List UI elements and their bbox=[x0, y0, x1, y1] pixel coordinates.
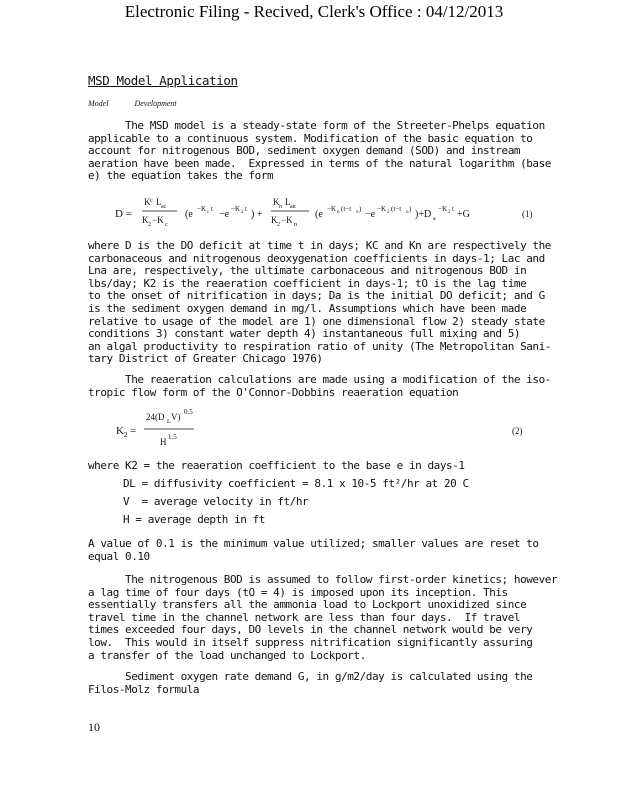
svg-text:c: c bbox=[207, 210, 210, 215]
svg-text:2: 2 bbox=[241, 210, 244, 215]
svg-text:−e: −e bbox=[219, 209, 230, 220]
section-title: MSD Model Application bbox=[88, 73, 238, 88]
paragraph-nitrogenous: The nitrogenous BOD is assumed to follow first-order kinetics; however a lag time of four days (tO = 4) is imposed upon its inception. This essentially transfers all the ammonia load to Lockport unoxidized since travel time in the channel network are less than four days. If travel times exceeded four days, DO levels in the channel network would be very low. This would in itself suppress nitrification significantly assuring a transfer of the load unchanged to Lockport. bbox=[88, 573, 558, 662]
svg-text:t: t bbox=[211, 205, 213, 213]
svg-text:K: K bbox=[271, 215, 278, 225]
svg-text:): ) bbox=[359, 205, 362, 213]
svg-text:n: n bbox=[337, 210, 340, 215]
svg-text:L: L bbox=[156, 197, 162, 207]
svg-text:=: = bbox=[130, 425, 137, 437]
svg-text:24(D: 24(D bbox=[146, 412, 165, 422]
svg-text:(t−t: (t−t bbox=[341, 205, 352, 213]
svg-text:−K: −K bbox=[438, 205, 448, 213]
svg-text:t: t bbox=[245, 205, 247, 213]
svg-text:o: o bbox=[406, 210, 409, 215]
svg-text:)+D: )+D bbox=[415, 209, 432, 220]
paragraph-reaeration: The reaeration calculations are made using a modification of the iso- tropic flow form of the O'Connor-Dobbins reaeration equation bbox=[88, 373, 551, 399]
subheading-left: Model bbox=[88, 99, 109, 108]
svg-text:(t−t: (t−t bbox=[391, 205, 402, 213]
svg-text:H: H bbox=[160, 437, 167, 447]
svg-text:1.5: 1.5 bbox=[168, 433, 177, 441]
svg-text:n: n bbox=[279, 204, 282, 210]
paragraph-where-k2: where K2 = the reaeration coefficient to the base e in days-1 bbox=[88, 459, 465, 472]
svg-text:t: t bbox=[452, 205, 454, 213]
svg-text:−K: −K bbox=[231, 205, 241, 213]
svg-text:) +: ) + bbox=[251, 209, 263, 220]
svg-text:K: K bbox=[142, 215, 149, 225]
svg-text:K: K bbox=[273, 197, 280, 207]
svg-text:0.5: 0.5 bbox=[184, 408, 193, 416]
svg-text:V): V) bbox=[171, 412, 181, 422]
svg-text:L: L bbox=[285, 197, 291, 207]
paragraph-intro: The MSD model is a steady-state form of the Streeter-Phelps equation applicable to a continuous system. Modification of the basic equation to account for nitrogenous BOD, sediment oxygen demand (SOD) and instream aeration have been made. Expressed in terms of the natural logarithm (base e) the equation takes the form bbox=[88, 119, 551, 183]
svg-text:2: 2 bbox=[448, 210, 451, 215]
filing-header: Electronic Filing - Recived, Clerk's Office : 04/12/2013 bbox=[124, 2, 504, 21]
svg-text:D =: D = bbox=[115, 208, 132, 220]
subheading bbox=[88, 99, 203, 108]
paragraph-definitions: where D is the DO deficit at time t in days; KC and Kn are respectively the carbonaceous and nitrogenous deoxygenation coefficients in days-1; Lac and Lna are, respectively, the ultimate carbonaceous and nitrogenous BOD in lbs/day; K2 is the reaeration coefficient in days-1; tO is the lag time to the onset of nitrification in days; Da is the initial DO deficit; and G is the sediment oxygen demand in mg/l. Assumptions which have been made relative to usage of the model are 1) one dimensional flow 2) steady state conditions 3) constant water depth 4) instantaneous full mixing and 5) an algal productivity to respiration ratio of unity (The Metropolitan Sani- tary District of Greater Chicago 1976) bbox=[88, 239, 551, 366]
equation-1 bbox=[113, 192, 513, 236]
svg-text:c: c bbox=[150, 198, 153, 204]
paragraph-min-value: A value of 0.1 is the minimum value utilized; smaller values are reset to equal 0.10 bbox=[88, 537, 539, 563]
svg-text:−K: −K bbox=[197, 205, 207, 213]
svg-text:L: L bbox=[167, 419, 171, 425]
svg-text:−K: −K bbox=[281, 215, 293, 225]
svg-text:−K: −K bbox=[152, 215, 164, 225]
svg-text:−K: −K bbox=[327, 205, 337, 213]
equation-1-number: (1) bbox=[522, 209, 533, 219]
svg-text:2: 2 bbox=[124, 431, 128, 439]
equation-2-number: (2) bbox=[512, 426, 523, 436]
svg-text:n: n bbox=[294, 222, 297, 228]
svg-text:−e: −e bbox=[365, 209, 376, 220]
svg-text:(e: (e bbox=[185, 209, 193, 220]
paragraph-sediment: Sediment oxygen rate demand G, in g/m2/day is calculated using the Filos-Molz formula bbox=[88, 670, 533, 696]
subheading-right: Development bbox=[134, 99, 177, 108]
svg-text:K: K bbox=[116, 425, 124, 437]
svg-text:2: 2 bbox=[387, 210, 390, 215]
equation-2 bbox=[114, 406, 254, 456]
svg-text:o: o bbox=[356, 210, 359, 215]
svg-text:K: K bbox=[144, 197, 151, 207]
definition-dl: DL = diffusivity coefficient = 8.1 x 10-5 ft²/hr at 20 C bbox=[123, 477, 469, 490]
definition-h: H = average depth in ft bbox=[123, 513, 265, 526]
svg-text:ac: ac bbox=[161, 204, 167, 210]
svg-text:2: 2 bbox=[277, 222, 280, 228]
svg-text:(e: (e bbox=[315, 209, 323, 220]
svg-text:+G: +G bbox=[457, 209, 470, 220]
page-number: 10 bbox=[88, 720, 100, 734]
svg-text:): ) bbox=[409, 205, 412, 213]
svg-text:a: a bbox=[433, 216, 436, 222]
svg-text:an: an bbox=[290, 204, 296, 210]
svg-text:2: 2 bbox=[148, 222, 151, 228]
svg-text:c: c bbox=[165, 222, 168, 228]
svg-text:−K: −K bbox=[377, 205, 387, 213]
definition-v: V = average velocity in ft/hr bbox=[123, 495, 309, 508]
